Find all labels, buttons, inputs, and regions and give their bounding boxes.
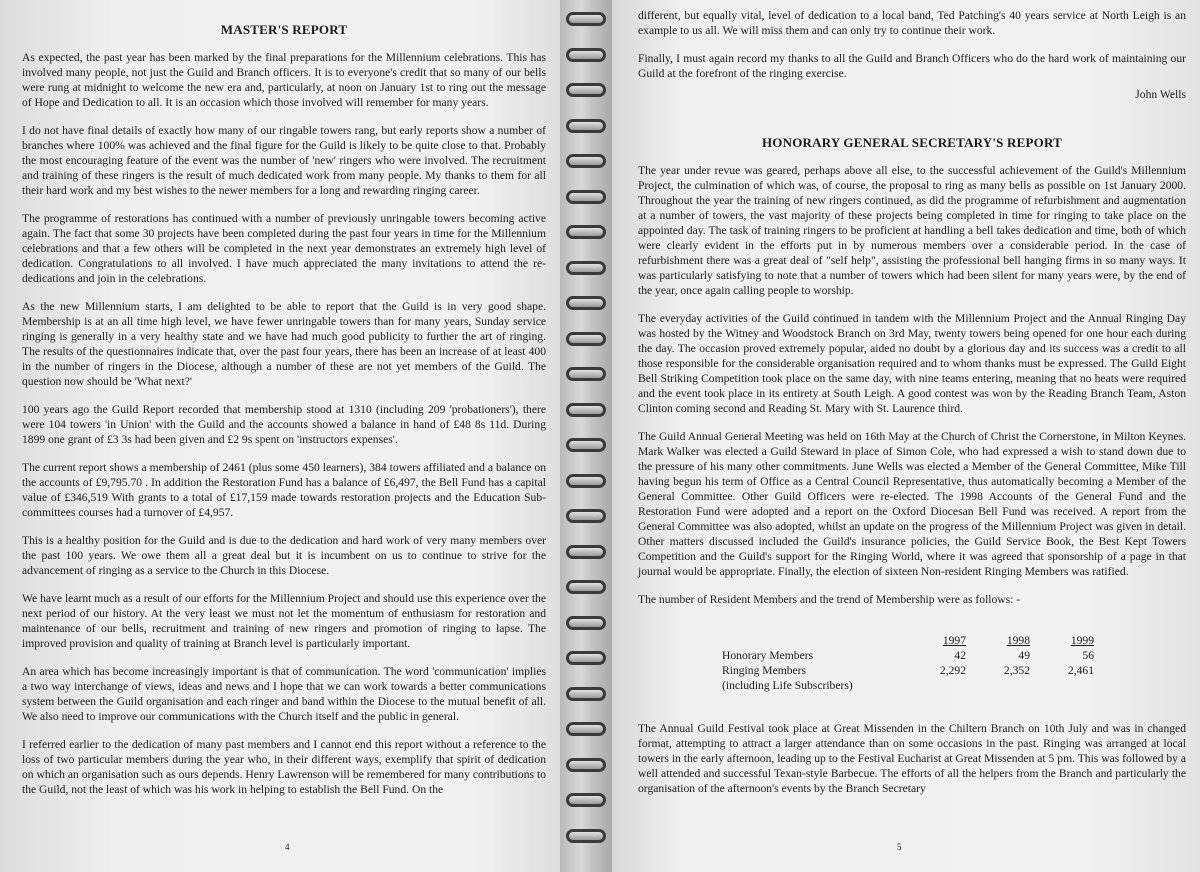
cell-value: 2,461 [1067,664,1094,677]
year-header: 1998 [1006,634,1030,647]
continued-paragraph: Finally, I must again record my thanks to all the Guild and Branch Officers who do the hard work of maintaining our Guild at the forefront of the ringing exercise. [638,52,1186,80]
row-label: Honorary Members [722,649,814,662]
year-header: 1999 [1070,634,1094,647]
left-paragraph: The current report shows a membership of 2461 (plus some 450 learners), 384 towers affiliated and a balance on the accounts of £9,795.70 . In addition the Restoration Fund has a balance of £6,497, the Bell Fund has a capital value of £346,519 With grants to a total of £17,159 made towards restoration projects and the Education Sub-committees courses had a turnover of £4,957. [22,461,546,519]
binding-ring [566,545,606,559]
page-number-left: 4 [285,842,290,852]
binding-ring [566,154,606,168]
right-paragraph: The number of Resident Members and the trend of Membership were as follows: - [638,593,1021,606]
left-paragraph: The programme of restorations has continued with a number of previously unringable towers becoming active again. The fact that some 30 projects have been completed during the past four years in time for the Millennium celebrations and that a few others will be completed in the next year demonstrates an extremely high level of dedication. Congratulations to all involved. I have much appreciated the many invitations to attend the re-dedications and join in the celebrations. [22,212,546,285]
binding-ring [566,190,606,204]
right-paragraph: The Annual Guild Festival took place at Great Missenden in the Chiltern Branch on 10th July and was in changed format, attempting to attract a larger attendance than on some occasions in the past. Ringing was arranged at local towers in the early afternoon, leading up to the Festival Eucharist at Great Missenden at 5 pm. This was followed by a well attended and successful Texan-style Barbecue. The efforts of all the helpers from the Branch and particularly the organisation of the afternoon's events by the Branch Secretary [638,722,1186,795]
continued-paragraph: different, but equally vital, level of dedication to a local band, Ted Patching's 40 years service at North Leigh is an example to us all. We will miss them and can only try to continue their work. [638,9,1186,37]
right-paragraph: The everyday activities of the Guild continued in tandem with the Millennium Project and the Annual Ringing Day was hosted by the Witney and Woodstock Branch on 3rd May, twenty towers being opened for one hour each during the day. The occasion proved extremely popular, aided no doubt by a glorious day and its success was a credit to all those responsible for the considerable organisation required and to whom thanks must be expressed. The Guild Eight Bell Striking Competition took place on the same day, with nine teams entering, meaning that no heats were required and the event took place in its entirety at South Leigh. A good contest was won by the Reading Branch Team, Aston Clinton coming second and Reading St. Mary with St. Laurence third. [638,312,1186,415]
left-paragraph: This is a healthy position for the Guild and is due to the dedication and hard work of very many members over the past 100 years. We owe them all a great deal but it is incumbent on us to continue to strive for the advancement of ringing as a service to the Church in this Diocese. [22,534,546,577]
binding-ring [566,438,606,452]
row-label: (including Life Subscribers) [722,679,853,692]
secretary-report-title: HONORARY GENERAL SECRETARY'S REPORT [762,135,1062,150]
binding-ring [566,793,606,807]
binding-ring [566,296,606,310]
masters-report-title: MASTER'S REPORT [220,22,348,37]
left-paragraph: We have learnt much as a result of our efforts for the Millennium Project and should use this experience over the next period of our history. At the very least we must not let the momentum of enthusiasm for restoration and maintenance of our bells, recruitment and training of new ringers and promotion of ringing to lapse. The improved provision and quality of training at Branch level is particularly important. [22,592,546,650]
binding-ring [566,651,606,665]
binding-ring [566,580,606,594]
left-paragraph: As expected, the past year has been marked by the final preparations for the Millennium celebrations. This has involved many people, not just the Guild and Branch officers. It is to everyone's credit that so many of our bells were rung at midnight to welcome the new era and, particularly, at noon on January 1st to ring out the message of Hope and Dedication to all. It is an occasion which those involved will remember for many years. [22,51,546,109]
binding-ring [566,616,606,630]
cell-value: 2,352 [1003,664,1030,677]
binding-ring [566,332,606,346]
table-row [722,678,1094,693]
cell-value: 56 [1082,649,1094,662]
right-paragraph: The year under revue was geared, perhaps above all else, to the successful achievement of the Guild's Millennium Project, the culmination of which was, of course, the proposal to ring as many bells as possible on 1st January 2000. Throughout the year the training of new ringers continued, as did the programme of refurbishment and augmentation at a number of towers, the vast majority of these projects being completed in time for ringing to take place on the appointed day. The task of training ringers to be proficient at handling a bell takes dedication and time, both of which were clearly evident in the efforts put in by numerous members over a considerable period. In the case of refurbishment there was a great deal of "self help", assisting the professional bell hanging firms in so many ways. It was particularly satisfying to note that a number of towers which had been silent for many years were, by the end of the year, once again calling people to worship. [638,164,1186,297]
binding-ring [566,509,606,523]
binding-ring [566,367,606,381]
binding-ring [566,83,606,97]
cell-value: 42 [954,649,966,662]
right-paragraph: The Guild Annual General Meeting was held on 16th May at the Church of Christ the Cornerstone, in Milton Keynes. Mark Walker was elected a Guild Steward in place of Simon Cole, who had expressed a wish to stand down due to the pressure of his many other commitments. June Wells was elected a Member of the General Committee, Mike Till having begun his term of Office as a Central Council Representative, thus automatically becoming a Member of the General Committee. Other Guild Officers were re-elected. The 1998 Accounts of the General Fund and the Restoration Fund were adopted and a report on the Oxford Diocesan Bell Fund was received. A report from the General Committee was also adopted, whilst an update on the progress of the Millennium Project was given in detail. Other matters discussed included the Guild's insurance policies, the Guild Service Book, the Best Kept Towers Competition and the Guild's support for the Ringing World, where it was agreed that sponsorship of a page in that journal would be appropriate. Finally, the election of sixteen Non-resident Ringing Members was ratified. [638,430,1186,578]
spiral-binding [560,0,612,872]
left-paragraph: An area which has become increasingly important is that of communication. The word 'communication' implies a two way interchange of views, ideas and news and I hope that we can work towards a better communications system between the Guild organisation and each ringer and band within the Diocese to the mutual benefit of all. We also need to improve our communications with the Church itself and the public in general. [22,665,546,723]
binding-ring [566,119,606,133]
binding-ring [566,474,606,488]
cell-value: 2,292 [939,664,966,677]
left-paragraph: I do not have final details of exactly how many of our ringable towers rang, but early reports show a number of branches where 100% was achieved and the final figure for the Guild is likely to be quite close to that. Probably the most encouraging feature of the event was the number of 'new' ringers who were involved. The recruitment and training of these ringers is the result of much dedicated work from many people. My thanks to them for all their hard work and my best wishes to the newer members for a long and rewarding ringing career. [22,124,546,197]
table-header-row [722,633,1094,648]
year-header: 1997 [942,634,966,647]
binding-ring [566,12,606,26]
page-number-right: 5 [897,842,902,852]
binding-ring [566,225,606,239]
left-paragraph: As the new Millennium starts, I am delighted to be able to report that the Guild is in very good shape. Membership is at an all time high level, we have fewer unringable towers than for many years, Sunday service ringing is generally in a very healthy state and we have had much good publicity to further the art of ringing. The results of the questionnaires indicate that, over the past four years, there has been an increase of at least 400 in the number of ringers in the Diocese, although a number of these are not yet members of the Guild. The question now should be 'What next?' [22,300,546,388]
binding-ring [566,403,606,417]
row-label: Ringing Members [722,664,807,677]
binding-ring [566,687,606,701]
signature: John Wells [1135,88,1186,101]
left-page [0,0,560,872]
binding-ring [566,48,606,62]
left-paragraph: 100 years ago the Guild Report recorded that membership stood at 1310 (including 209 'probationers'), there were 104 towers 'in Union' with the Guild and the accounts showed a balance in hand of £48 8s 11d. During 1899 one grant of £3 3s had been given and £2 9s spent on 'instructors expenses'. [22,403,546,446]
table-row [722,648,1094,663]
binding-ring [566,758,606,772]
table-row [722,663,1094,678]
right-page [612,0,1200,872]
binding-ring [566,261,606,275]
binding-ring [566,722,606,736]
left-paragraph: I referred earlier to the dedication of many past members and I cannot end this report without a reference to the loss of two particular members during the year who, in their different ways, exemplify that spirit of dedication on which an organisation such as ours depends. Henry Lawrenson will be remembered for many contributions to the Guild, not the least of which was his work in helping to establish the Bell Fund. On the [22,738,546,796]
membership-table [722,633,1094,693]
binding-ring [566,829,606,843]
cell-value: 49 [1018,649,1030,662]
